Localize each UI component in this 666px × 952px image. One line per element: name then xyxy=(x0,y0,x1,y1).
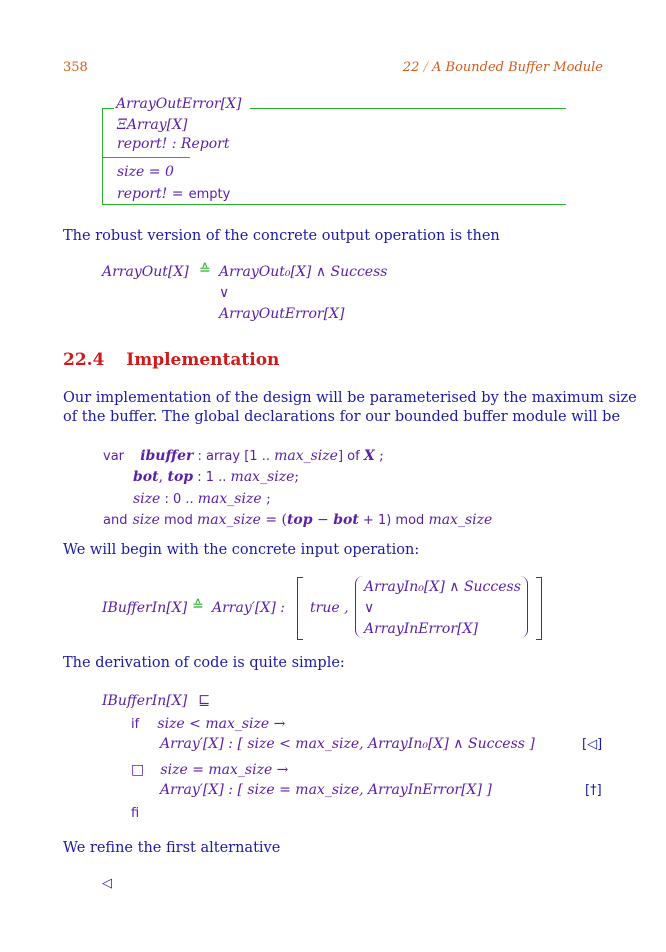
final-triangle-mark: ◁ xyxy=(102,876,112,891)
if-keyword: if xyxy=(131,717,140,732)
inv-eq: = ( xyxy=(260,512,287,528)
box-symbol: □ xyxy=(131,762,145,778)
guard2-max: max_size xyxy=(208,762,273,778)
decl-size: size xyxy=(133,491,161,507)
inv-top: top xyxy=(286,512,313,528)
decl-x: X xyxy=(363,448,375,464)
and-keyword: and xyxy=(103,513,128,528)
def1-line-3: ArrayOutError[X] xyxy=(219,306,345,322)
decl-array-kw: : array [1 .. xyxy=(193,449,275,464)
guard2-op: = xyxy=(187,762,209,778)
decl-line-3 xyxy=(133,488,271,507)
decl-semicolon-3: ; xyxy=(261,491,271,507)
inv-bot: bot xyxy=(333,512,359,528)
refine-tag-2: [†] xyxy=(585,783,602,798)
refine-tag-1: [◁] xyxy=(582,737,603,752)
paragraph-concrete-input: We will begin with the concrete input operation: xyxy=(63,542,420,558)
paragraph-refine-first: We refine the first alternative xyxy=(63,840,281,856)
inv-max-size-2: max_size xyxy=(428,512,493,528)
def2-pre: true , xyxy=(310,600,349,616)
schema-decl-1: ΞArray[X] xyxy=(117,117,188,133)
inv-minus: − xyxy=(312,512,334,528)
schema-pred-2-lhs: report! = xyxy=(117,186,184,202)
decl-semicolon: ; xyxy=(374,448,384,464)
inv-plus-mod: + 1) mod xyxy=(358,513,429,528)
def1-lhs: ArrayOut[X] xyxy=(102,264,189,280)
inv-max-size: max_size xyxy=(197,512,261,528)
header-separator: / xyxy=(423,60,428,75)
guard2-arrow: → xyxy=(272,762,289,778)
decl-semicolon-2: ; xyxy=(294,469,300,485)
refine-spec-2: Array′[X] : [ size = max_size, ArrayInError[X] ] xyxy=(160,782,492,798)
paragraph-derivation: The derivation of code is quite simple: xyxy=(63,655,345,671)
refine-guard-1 xyxy=(131,713,285,732)
def2-alt-1: ArrayIn₀[X] ∧ Success xyxy=(364,579,521,595)
guard1-size: size xyxy=(157,716,185,732)
def1-line-1: ArrayOut₀[X] ∧ Success xyxy=(219,264,388,280)
def2-equals: ≙ xyxy=(192,598,204,614)
running-header xyxy=(403,60,603,75)
section-title: Implementation xyxy=(126,350,280,370)
schema-name: ArrayOutError[X] xyxy=(116,96,242,112)
decl-line-2 xyxy=(133,466,299,485)
guard2-size: size xyxy=(160,762,188,778)
decl-max-size: max_size xyxy=(274,448,338,464)
var-keyword: var xyxy=(103,449,125,464)
paragraph-robust-version: The robust version of the concrete output operation is then xyxy=(63,228,500,244)
decl-range-2: : 0 .. xyxy=(160,492,198,507)
spec-bracket-left xyxy=(297,577,303,640)
decl-comma: , xyxy=(158,469,168,485)
chapter-title: A Bounded Buffer Module xyxy=(432,60,603,75)
alt-paren-left xyxy=(355,576,364,638)
page-number: 358 xyxy=(63,60,88,75)
alt-paren-right xyxy=(519,576,528,638)
schema-pred-2-rhs: empty xyxy=(188,187,231,202)
decl-ibuffer: ibuffer xyxy=(140,448,194,464)
decl-range: : 1 .. xyxy=(193,470,231,485)
decl-max-size-3: max_size xyxy=(197,491,262,507)
schema-pred-1: size = 0 xyxy=(117,164,174,180)
section-heading xyxy=(63,350,279,370)
guard1-max: max_size xyxy=(205,716,270,732)
def2-frame: Array′[X] : xyxy=(212,600,285,616)
decl-top: top xyxy=(167,469,194,485)
spec-bracket-right xyxy=(536,577,542,640)
schema-decl-2: report! : Report xyxy=(117,136,230,152)
def2-alt-2: ArrayInError[X] xyxy=(364,621,478,637)
refine-head xyxy=(102,690,210,709)
guard1-op: < xyxy=(184,716,206,732)
decl-line-1 xyxy=(103,445,384,464)
refine-lhs: IBufferIn[X] xyxy=(102,693,188,709)
chapter-number: 22 xyxy=(402,60,420,75)
decl-of-kw: ] of xyxy=(337,449,364,464)
def1-line-2: ∨ xyxy=(219,285,230,301)
def2-alt-or: ∨ xyxy=(364,600,375,616)
decl-max-size-2: max_size xyxy=(230,469,295,485)
refine-symbol: ⊑ xyxy=(198,693,211,709)
inv-mod: mod xyxy=(159,513,198,528)
def1-equals: ≙ xyxy=(199,262,211,278)
schema-pred-2 xyxy=(117,183,230,202)
fi-keyword: fi xyxy=(131,806,140,821)
decl-bot: bot xyxy=(133,469,159,485)
refine-guard-2 xyxy=(131,759,288,778)
paragraph-implementation-line-1: Our implementation of the design will be parameterised by the maximum size xyxy=(63,390,637,406)
paragraph-implementation-line-2: of the buffer. The global declarations for our bounded buffer module will be xyxy=(63,409,621,425)
def2-lhs: IBufferIn[X] xyxy=(102,600,188,616)
refine-spec-1: Array′[X] : [ size < max_size, ArrayIn₀[X] ∧ Success ] xyxy=(160,736,535,752)
inv-size: size xyxy=(132,512,160,528)
section-number: 22.4 xyxy=(63,350,105,370)
guard1-arrow: → xyxy=(269,716,286,732)
decl-line-4 xyxy=(103,509,492,528)
